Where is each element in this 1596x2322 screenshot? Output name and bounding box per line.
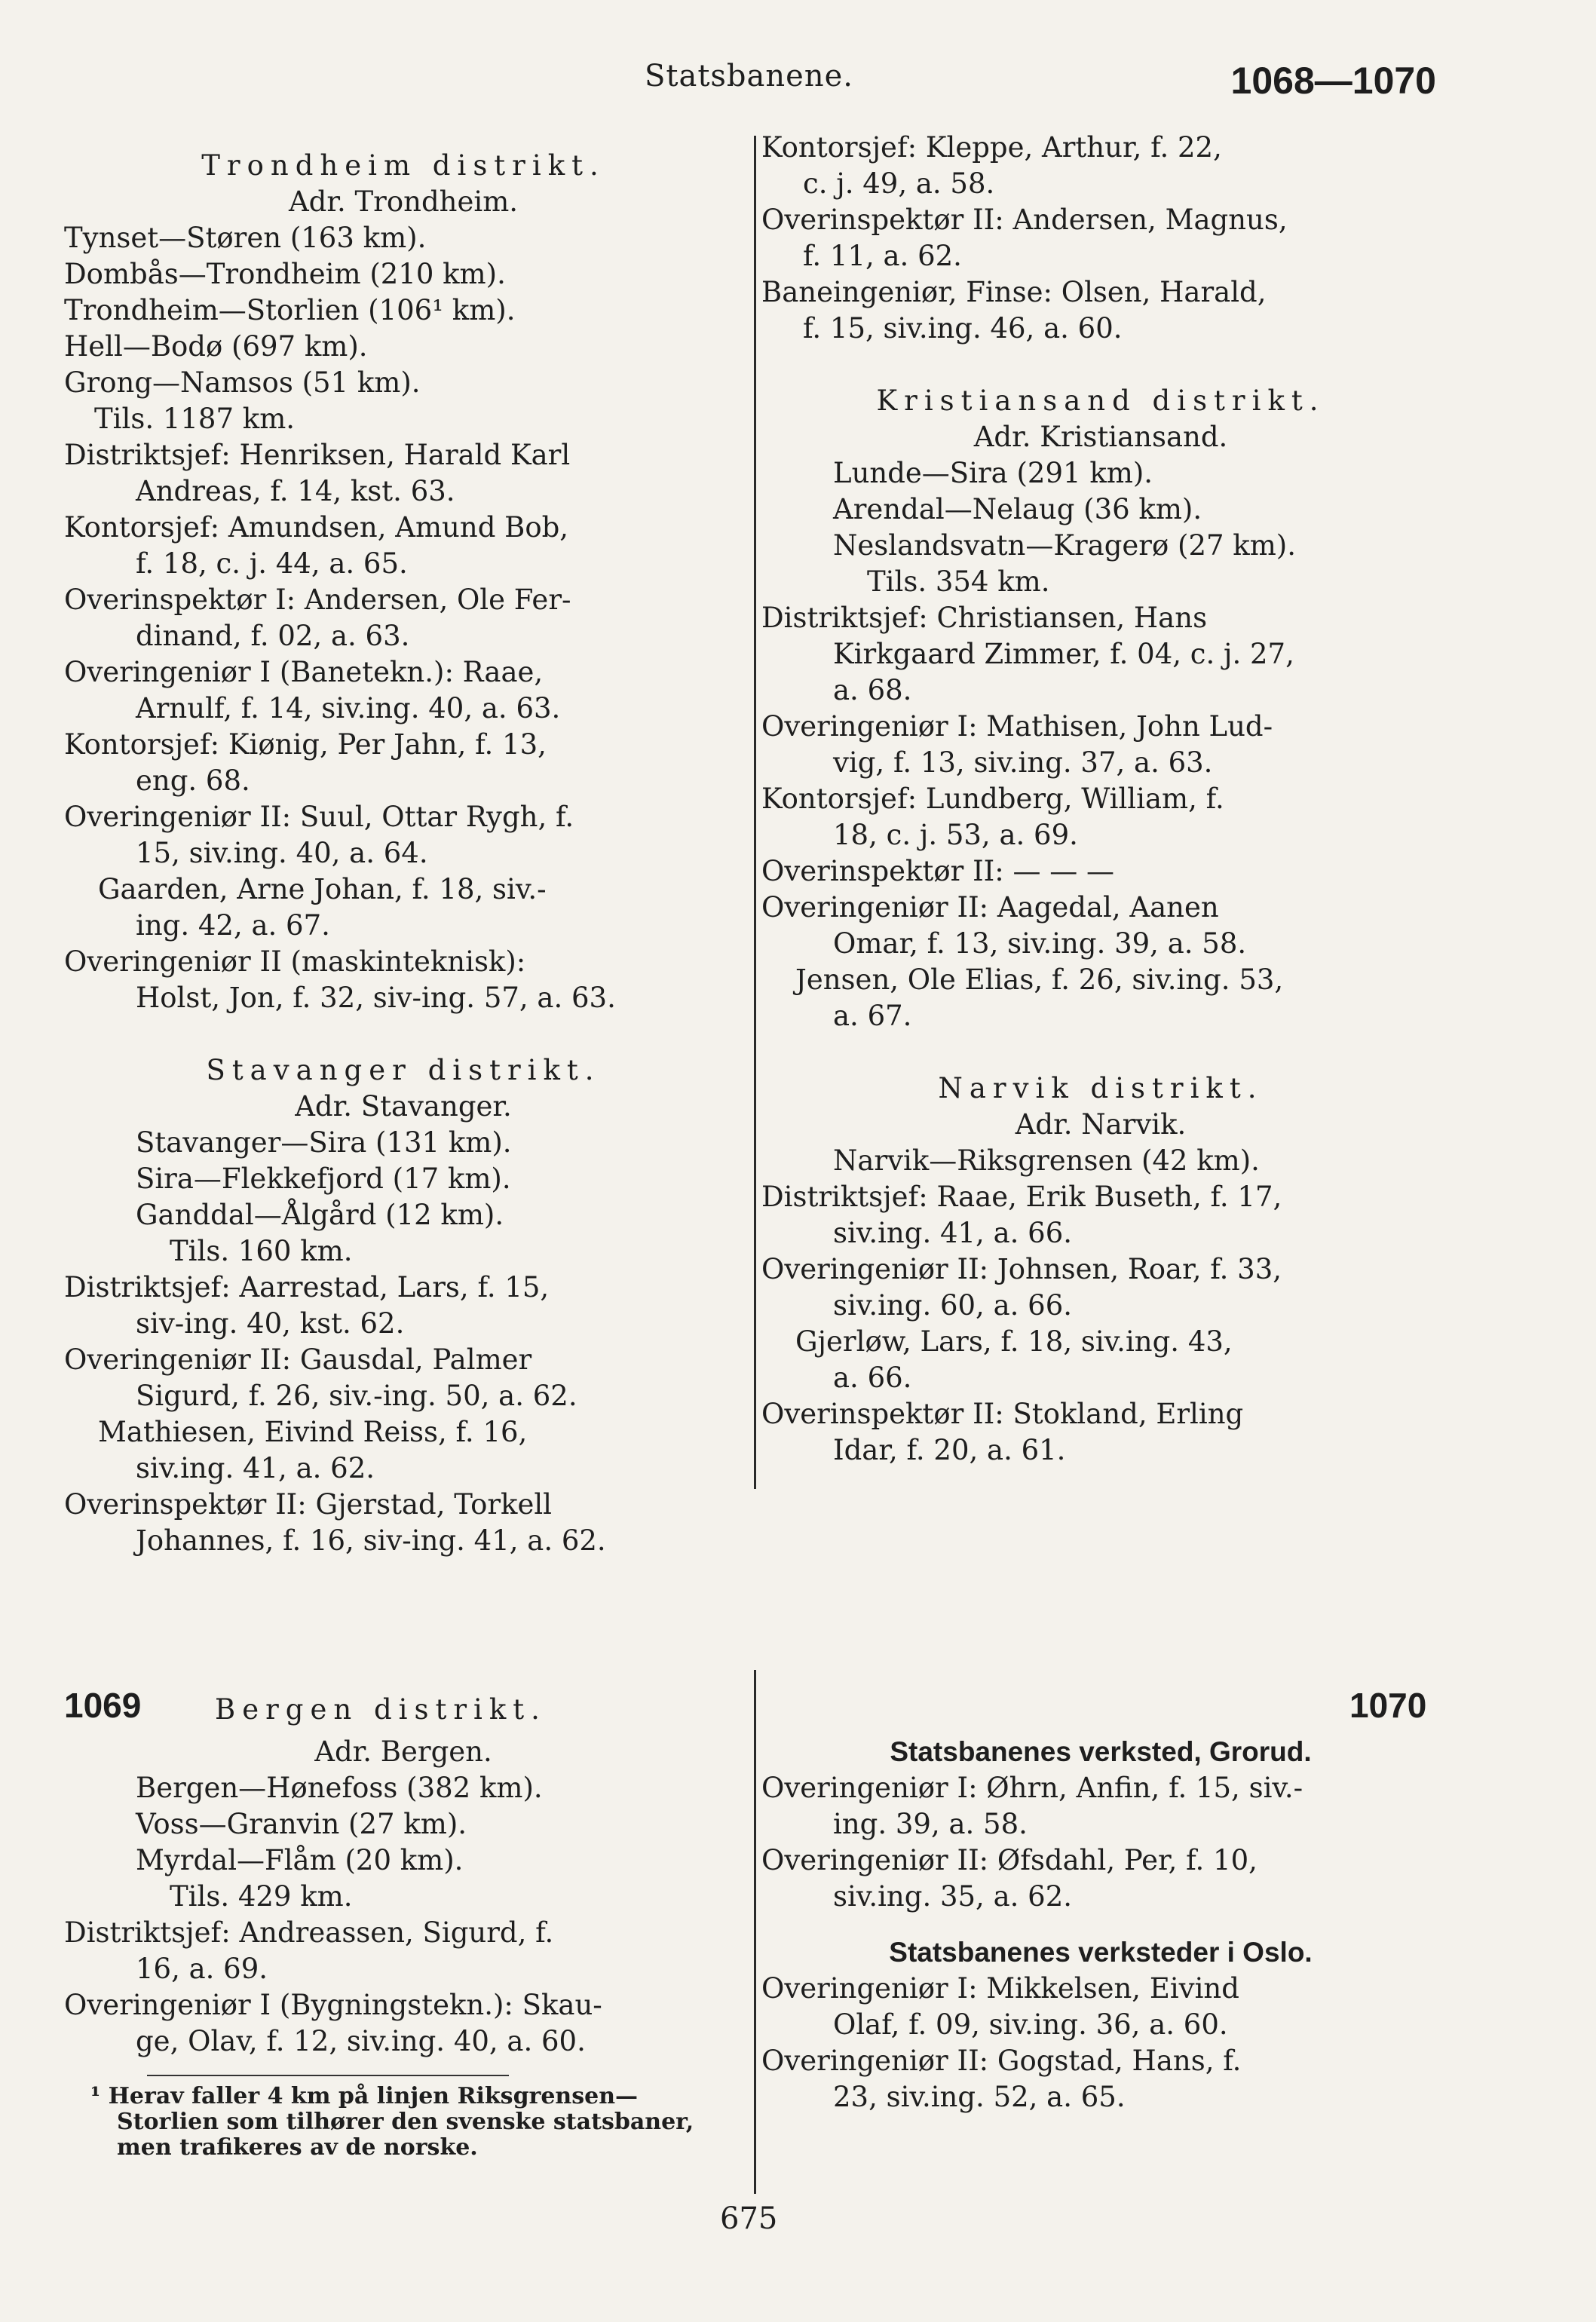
text-line: a. 68. bbox=[833, 674, 912, 706]
spacer bbox=[761, 1034, 1440, 1071]
text-line: siv.ing. 60, a. 66. bbox=[833, 1289, 1072, 1322]
spacer bbox=[761, 1915, 1440, 1934]
footnote-separator bbox=[147, 2075, 509, 2076]
text-line: siv.ing. 41, a. 66. bbox=[833, 1217, 1072, 1249]
left-bottom-block bbox=[64, 1734, 743, 2161]
text-line: Mathiesen, Eivind Reiss, f. 16, bbox=[98, 1416, 528, 1448]
text-line: dinand, f. 02, a. 63. bbox=[136, 620, 410, 652]
text-line: Holst, Jon, f. 32, siv-ing. 57, a. 63. bbox=[136, 982, 616, 1014]
text-line: Distriktsjef: Raae, Erik Buseth, f. 17, bbox=[761, 1181, 1282, 1213]
text-line: Overingeniør II: Gogstad, Hans, f. bbox=[761, 2045, 1242, 2077]
text-line: Neslandsvatn—Kragerø (27 km). bbox=[833, 529, 1296, 562]
text-line: Kontorsjef: Kleppe, Arthur, f. 22, bbox=[761, 131, 1222, 164]
text-line: siv.ing. 41, a. 62. bbox=[136, 1452, 375, 1484]
right-column bbox=[761, 130, 1440, 1469]
district-heading: Kristiansand distrikt. bbox=[876, 384, 1325, 417]
text-line: f. 11, a. 62. bbox=[803, 240, 962, 272]
text-line: Overinspektør I: Andersen, Ole Fer- bbox=[64, 584, 571, 616]
text-line: Distriktsjef: Henriksen, Harald Karl bbox=[64, 439, 571, 471]
text-line: Overinspektør II: Andersen, Magnus, bbox=[761, 204, 1288, 236]
footnote-line: men trafikeres av de norske. bbox=[117, 2134, 478, 2161]
text-line: c. j. 49, a. 58. bbox=[803, 167, 995, 200]
text-line: Kontorsjef: Kiønig, Per Jahn, f. 13, bbox=[64, 728, 547, 761]
text-line: 18, c. j. 53, a. 69. bbox=[833, 819, 1078, 851]
text-line: Narvik—Riksgrensen (42 km). bbox=[833, 1144, 1260, 1177]
section-number-1069: 1069 bbox=[64, 1686, 142, 1725]
text-line: Distriktsjef: Aarrestad, Lars, f. 15, bbox=[64, 1271, 550, 1303]
text-line: Voss—Granvin (27 km). bbox=[136, 1808, 467, 1840]
text-line: Ganddal—Ålgård (12 km). bbox=[136, 1199, 504, 1231]
bergen-heading: Bergen distrikt. bbox=[215, 1693, 547, 1726]
text-line: Overingeniør I (Banetekn.): Raae, bbox=[64, 656, 544, 688]
section-number-1070: 1070 bbox=[1349, 1686, 1427, 1725]
text-line: siv-ing. 40, kst. 62. bbox=[136, 1307, 405, 1340]
text-line: Bergen—Hønefoss (382 km). bbox=[136, 1772, 543, 1804]
text-line: Gaarden, Arne Johan, f. 18, siv.- bbox=[98, 873, 547, 905]
running-header-section-range: 1068—1070 bbox=[1230, 60, 1436, 102]
page-number: 675 bbox=[720, 2201, 778, 2236]
text-line: Baneingeniør, Finse: Olsen, Harald, bbox=[761, 276, 1267, 308]
text-line: Adr. Bergen. bbox=[314, 1735, 492, 1768]
text-line: Kontorsjef: Lundberg, William, f. bbox=[761, 783, 1224, 815]
text-line: Adr. Kristiansand. bbox=[973, 421, 1228, 453]
text-line: Overingeniør II: Johnsen, Roar, f. 33, bbox=[761, 1253, 1282, 1285]
text-line: Overingeniør II: Aagedal, Aanen bbox=[761, 891, 1219, 924]
district-heading: Trondheim distrikt. bbox=[201, 149, 605, 182]
text-line: Dombås—Trondheim (210 km). bbox=[64, 258, 506, 290]
text-line: Tynset—Støren (163 km). bbox=[64, 222, 427, 254]
text-line: ing. 39, a. 58. bbox=[833, 1808, 1028, 1840]
district-heading: Narvik distrikt. bbox=[938, 1072, 1264, 1104]
text-line: Johannes, f. 16, siv-ing. 41, a. 62. bbox=[136, 1524, 606, 1557]
text-line: Overingeniør I (Bygningstekn.): Skau- bbox=[64, 1989, 602, 2021]
text-line: Hell—Bodø (697 km). bbox=[64, 330, 368, 363]
district-heading: Stavanger distrikt. bbox=[206, 1054, 601, 1086]
text-line: f. 15, siv.ing. 46, a. 60. bbox=[803, 312, 1123, 345]
left-column bbox=[64, 148, 743, 1559]
text-line: Lunde—Sira (291 km). bbox=[833, 457, 1153, 489]
spacer bbox=[761, 347, 1440, 383]
text-line: Trondheim—Storlien (106¹ km). bbox=[64, 294, 516, 326]
text-line: f. 18, c. j. 44, a. 65. bbox=[136, 547, 408, 580]
text-line: eng. 68. bbox=[136, 764, 250, 797]
text-line: Overinspektør II: Stokland, Erling bbox=[761, 1398, 1244, 1430]
text-line: Adr. Trondheim. bbox=[288, 185, 519, 218]
text-line: 23, siv.ing. 52, a. 65. bbox=[833, 2081, 1126, 2113]
text-line: Overingeniør II: Gausdal, Palmer bbox=[64, 1343, 532, 1376]
grorud-heading: Statsbanenes verksted, Grorud. bbox=[890, 1736, 1312, 1767]
text-line: Adr. Narvik. bbox=[1015, 1108, 1187, 1141]
text-line: 16, a. 69. bbox=[136, 1953, 268, 1985]
text-line: a. 66. bbox=[833, 1362, 912, 1394]
text-line: Grong—Namsos (51 km). bbox=[64, 366, 421, 399]
oslo-heading: Statsbanenes verksteder i Oslo. bbox=[889, 1937, 1313, 1968]
text-line: Overingeniør II: Øfsdahl, Per, f. 10, bbox=[761, 1844, 1258, 1876]
text-line: Tils. 1187 km. bbox=[94, 403, 296, 435]
text-line: Tils. 160 km. bbox=[170, 1235, 353, 1267]
text-line: Overingeniør I: Øhrn, Anfin, f. 15, siv.- bbox=[761, 1772, 1303, 1804]
column-divider-lower bbox=[754, 1670, 756, 2194]
text-line: Olaf, f. 09, siv.ing. 36, a. 60. bbox=[833, 2008, 1228, 2041]
text-line: Gjerløw, Lars, f. 18, siv.ing. 43, bbox=[795, 1325, 1233, 1358]
text-line: Sigurd, f. 26, siv.-ing. 50, a. 62. bbox=[136, 1380, 577, 1412]
text-line: Kirkgaard Zimmer, f. 04, c. j. 27, bbox=[833, 638, 1294, 670]
text-line: Sira—Flekkefjord (17 km). bbox=[136, 1163, 511, 1195]
text-line: Andreas, f. 14, kst. 63. bbox=[136, 475, 455, 507]
text-line: Tils. 354 km. bbox=[867, 565, 1050, 598]
text-line: vig, f. 13, siv.ing. 37, a. 63. bbox=[833, 746, 1213, 779]
text-line: 15, siv.ing. 40, a. 64. bbox=[136, 837, 428, 869]
footnote-line: Storlien som tilhører den svenske statsbaner, bbox=[117, 2109, 694, 2135]
text-line: Myrdal—Flåm (20 km). bbox=[136, 1844, 464, 1876]
text-line: ge, Olav, f. 12, siv.ing. 40, a. 60. bbox=[136, 2025, 586, 2057]
text-line: Omar, f. 13, siv.ing. 39, a. 58. bbox=[833, 927, 1247, 960]
text-line: Arnulf, f. 14, siv.ing. 40, a. 63. bbox=[136, 692, 561, 724]
text-line: Jensen, Ole Elias, f. 26, siv.ing. 53, bbox=[795, 963, 1284, 996]
text-line: Stavanger—Sira (131 km). bbox=[136, 1126, 512, 1159]
text-line: Kontorsjef: Amundsen, Amund Bob, bbox=[64, 511, 569, 544]
text-line: Idar, f. 20, a. 61. bbox=[833, 1434, 1066, 1466]
text-line: Tils. 429 km. bbox=[170, 1880, 353, 1913]
text-line: siv.ing. 35, a. 62. bbox=[833, 1880, 1072, 1913]
text-line: Overingeniør I: Mathisen, John Lud- bbox=[761, 710, 1273, 743]
text-line: a. 67. bbox=[833, 1000, 912, 1032]
running-header-title: Statsbanene. bbox=[645, 59, 853, 93]
right-bottom-block bbox=[761, 1734, 1440, 2115]
text-line: Distriktsjef: Christiansen, Hans bbox=[761, 602, 1208, 634]
spacer bbox=[64, 1016, 743, 1052]
text-line: Overingeniør II: Suul, Ottar Rygh, f. bbox=[64, 801, 574, 833]
text-line: Distriktsjef: Andreassen, Sigurd, f. bbox=[64, 1916, 554, 1949]
text-line: Overinspektør II: — — — bbox=[761, 855, 1115, 887]
footnote-line: ¹ Herav faller 4 km på linjen Riksgrensen— bbox=[90, 2083, 639, 2109]
text-line: Adr. Stavanger. bbox=[295, 1090, 512, 1123]
text-line: ing. 42, a. 67. bbox=[136, 909, 330, 942]
text-line: Overinspektør II: Gjerstad, Torkell bbox=[64, 1488, 553, 1521]
text-line: Overingeniør I: Mikkelsen, Eivind bbox=[761, 1972, 1239, 2005]
column-divider bbox=[754, 136, 756, 1489]
text-line: Overingeniør II (maskinteknisk): bbox=[64, 945, 526, 978]
text-line: Arendal—Nelaug (36 km). bbox=[833, 493, 1202, 525]
